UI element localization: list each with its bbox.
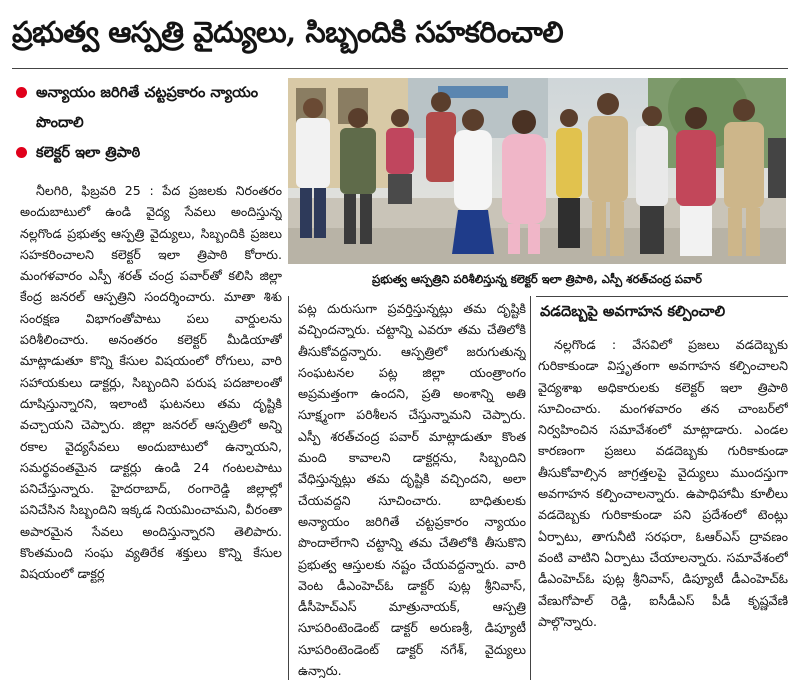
bullet-dot-icon	[16, 87, 27, 98]
bullet-item	[14, 138, 282, 168]
bullet-text: అన్యాయం జరిగితే చట్టప్రకారం న్యాయం పొందాలి	[36, 85, 259, 131]
sidebar-title: వడదెబ్బపై అవగాహన కల్పించాలి	[540, 304, 726, 320]
sidebar-body: వేసవిలో ప్రజలు వడదెబ్బకు గురికాకుండా విస్తృతంగా అవగాహన కల్పించాలని వైద్యశాఖ అధికారులకు కలెక్టర్ ఇలా త్రిపాఠి సూచించారు. మంగళవారం తన చాంబర్‌లో నిర్వహించిన సమావేశంలో మాట్లాడారు. ఎండల కారణంగా ప్రజలు వడదెబ్బకు గురికాకుండా తీసుకోవాల్సిన జాగ్రత్తలపై వైద్యులు ముందస్తుగా అవగాహన కల్పించాలన్నారు. ఉపాధిహామీ కూలీలు వడదెబ్బకు గురికాకుండా పని ప్రదేశంలో టెంట్లు ఏర్పాటు, తాగునీటి సరఫరా, ఓఆర్ఎస్ ద్రావణం వంటి వాటిని ఏర్పాటు చేయాలన్నారు. సమావేశంలో డీఎంహెచ్ఓ పుట్ల శ్రీనివాస్, డిప్యూటీ డీఎంహెచ్ఓ వేణుగోపాల్ రెడ్డి, ఐసీడీఎస్ పీడీ కృష్ణవేణి పాల్గొన్నారు.	[538, 337, 788, 629]
bullet-dot-icon	[16, 147, 27, 158]
news-photo	[288, 78, 786, 264]
highlight-bullets	[14, 78, 282, 168]
photo-caption: ప్రభుత్వ ఆస్పత్రిని పరిశీలిస్తున్న కలెక్టర్ ఇలా త్రిపాఠి, ఎస్పీ శరత్‌చంద్ర పవార్	[372, 272, 702, 286]
headline-rule	[12, 68, 788, 69]
sidebar-rule	[536, 296, 788, 297]
article-column-1	[20, 180, 282, 680]
headline: ప్రభుత్వ ఆస్పత్రి వైద్యులు, సిబ్బందికి సహకరించాలి	[12, 15, 564, 49]
column-rule	[530, 296, 531, 680]
article-body-1: పేద ప్రజలకు నిరంతరం అందుబాటులో ఉండి వైద్య సేవలు అందిస్తున్న నల్లగొండ ప్రభుత్వ ఆస్పత్రి వైద్యులు, సిబ్బందికి ప్రజలు సహకరించాలని కలెక్టర్ ఇలా త్రిపాఠి కోరారు. మంగళవారం ఎస్పీ శరత్ చంద్ర పవార్‌తో కలిసి జిల్లా కేంద్ర జనరల్ ఆస్పత్రిని సందర్శించారు. మాతా శిశు సంరక్షణ విభాగంతోపాటు పలు వార్డులను పరిశీలించారు. అనంతరం కలెక్టర్ మీడియాతో మాట్లాడుతూ కొన్ని కేసుల విషయంలో రోగులు, వారి సహాయకులు డాక్టర్లు, సిబ్బందిని పరుష పదజాలంతో దూషిస్తున్నారని, ఇలాంటి ఘటనలు తమ దృష్టికి వచ్చాయని చెప్పారు. జిల్లా జనరల్ ఆస్పత్రిలో అన్ని రకాల వైద్యసేవలు అందుబాటులో ఉన్నాయని, సమర్థవంతమైన డాక్టర్లు ఉండి 24 గంటలపాటు పనిచేస్తున్నారు. హైదరాబాద్, రంగారెడ్డి జిల్లాల్లో పనిచేసిన సిబ్బందిని ఇక్కడ నియమించామని, వీరంతా అపారమైన సేవలు అందిస్తున్నారని తెలిపారు. కొంతమంది సంఘ వ్యతిరేక శక్తులు కొన్ని కేసుల విషయంలో డాక్టర్ల	[20, 183, 282, 582]
photo-illustration	[288, 78, 786, 264]
sidebar-column	[538, 334, 788, 674]
article-column-2	[298, 298, 526, 678]
column-rule	[288, 296, 289, 680]
bullet-text: కలెక్టర్ ఇలా త్రిపాఠి	[36, 145, 141, 161]
article-dateline: నీలగిరి, ఫిబ్రవరి 25 :	[36, 183, 154, 198]
article-body-2: పట్ల దురుసుగా ప్రవర్తిస్తున్నట్లు తమ దృష్టికి వచ్చిందన్నారు. చట్టాన్ని ఎవరూ తమ చేతిలోకి తీసుకోవద్దన్నారు. ఆస్పత్రిలో జరుగుతున్న సంఘటనల పట్ల జిల్లా యంత్రాంగం అప్రమత్తంగా ఉందని, ప్రతి అంశాన్ని అతి సూక్ష్మంగా పరిశీలన చేస్తున్నామని చెప్పారు. ఎస్పీ శరత్‌చంద్ర పవార్ మాట్లాడుతూ కొంత మంది కావాలని డాక్టర్లను, సిబ్బందిని వేధిస్తున్నట్లు తమ దృష్టికి వచ్చిందని, అలా చేయవద్దని సూచించారు. బాధితులకు అన్యాయం జరిగితే చట్టప్రకారం న్యాయం పొందాలేగాని చట్టాన్ని తమ చేతిలోకి తీసుకొని ప్రభుత్వ ఆస్తులకు నష్టం చేయవద్దన్నారు. వారి వెంట డీఎంహెచ్‌ఓ డాక్టర్ పుట్ల శ్రీనివాస్, డీసీహెచ్ఎస్ మాత్రునాయక్, ఆస్పత్రి సూపరింటెండెంట్ డాక్టర్ అరుణశ్రీ, డిప్యూటీ సూపరింటెండెంట్ డాక్టర్ నగేశ్, వైద్యులు ఉన్నారు.	[298, 301, 526, 678]
bullet-item	[14, 78, 282, 138]
sidebar-dateline: నల్లగొండ :	[554, 337, 617, 352]
